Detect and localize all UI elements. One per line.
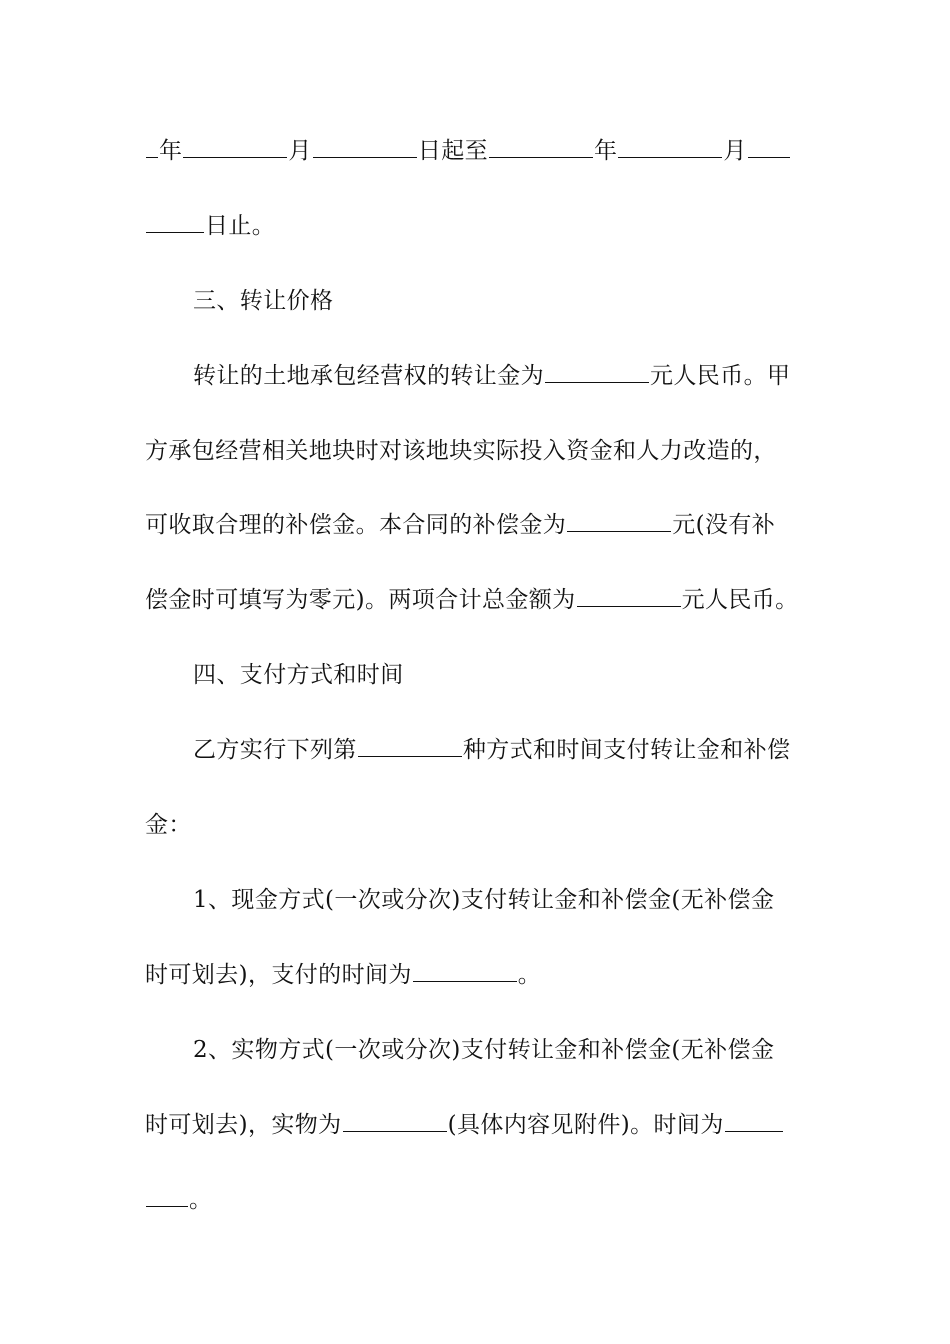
blank-field <box>358 730 462 757</box>
blank-field <box>146 131 158 158</box>
blank-field <box>413 955 517 982</box>
paragraph-line: 转让的土地承包经营权的转让金为 元人民币。甲 <box>193 356 863 396</box>
list-item: 2、实物方式(一次或分次)支付转让金和补偿金(无补偿金 <box>193 1037 775 1063</box>
date-end-line: 日止。 <box>145 206 815 246</box>
paragraph-line: 方承包经营相关地块时对该地块实际投入资金和人力改造的， <box>145 438 777 464</box>
blank-field <box>489 131 593 158</box>
blank-field <box>748 131 790 158</box>
list-item-continuation: 时可划去)，支付的时间为 。 <box>145 955 815 995</box>
paragraph-line: 乙方实行下列第 种方式和时间支付转让金和补偿 <box>193 730 863 770</box>
blank-field <box>146 206 204 233</box>
blank-field <box>183 131 287 158</box>
section-heading: 四、支付方式和时间 <box>193 662 404 688</box>
blank-field <box>146 1180 188 1207</box>
list-item: 1、现金方式(一次或分次)支付转让金和补偿金(无补偿金 <box>193 887 775 913</box>
list-item-continuation: 时可划去)，实物为 (具体内容见附件)。时间为 <box>145 1105 815 1145</box>
blank-field <box>343 1105 447 1132</box>
blank-field <box>725 1105 783 1132</box>
blank-field <box>577 580 681 607</box>
date-range-line: 年 月 日起至 年 月 <box>145 131 815 171</box>
blank-field <box>567 505 671 532</box>
list-item-continuation: 。 <box>145 1180 815 1220</box>
section-heading: 三、转让价格 <box>193 288 334 314</box>
blank-field <box>618 131 722 158</box>
paragraph-line: 金： <box>145 812 192 838</box>
blank-field <box>545 356 649 383</box>
paragraph-line: 偿金时可填写为零元)。两项合计总金额为 元人民币。 <box>145 580 815 620</box>
blank-field <box>313 131 417 158</box>
paragraph-line: 可收取合理的补偿金。本合同的补偿金为 元(没有补 <box>145 505 815 545</box>
